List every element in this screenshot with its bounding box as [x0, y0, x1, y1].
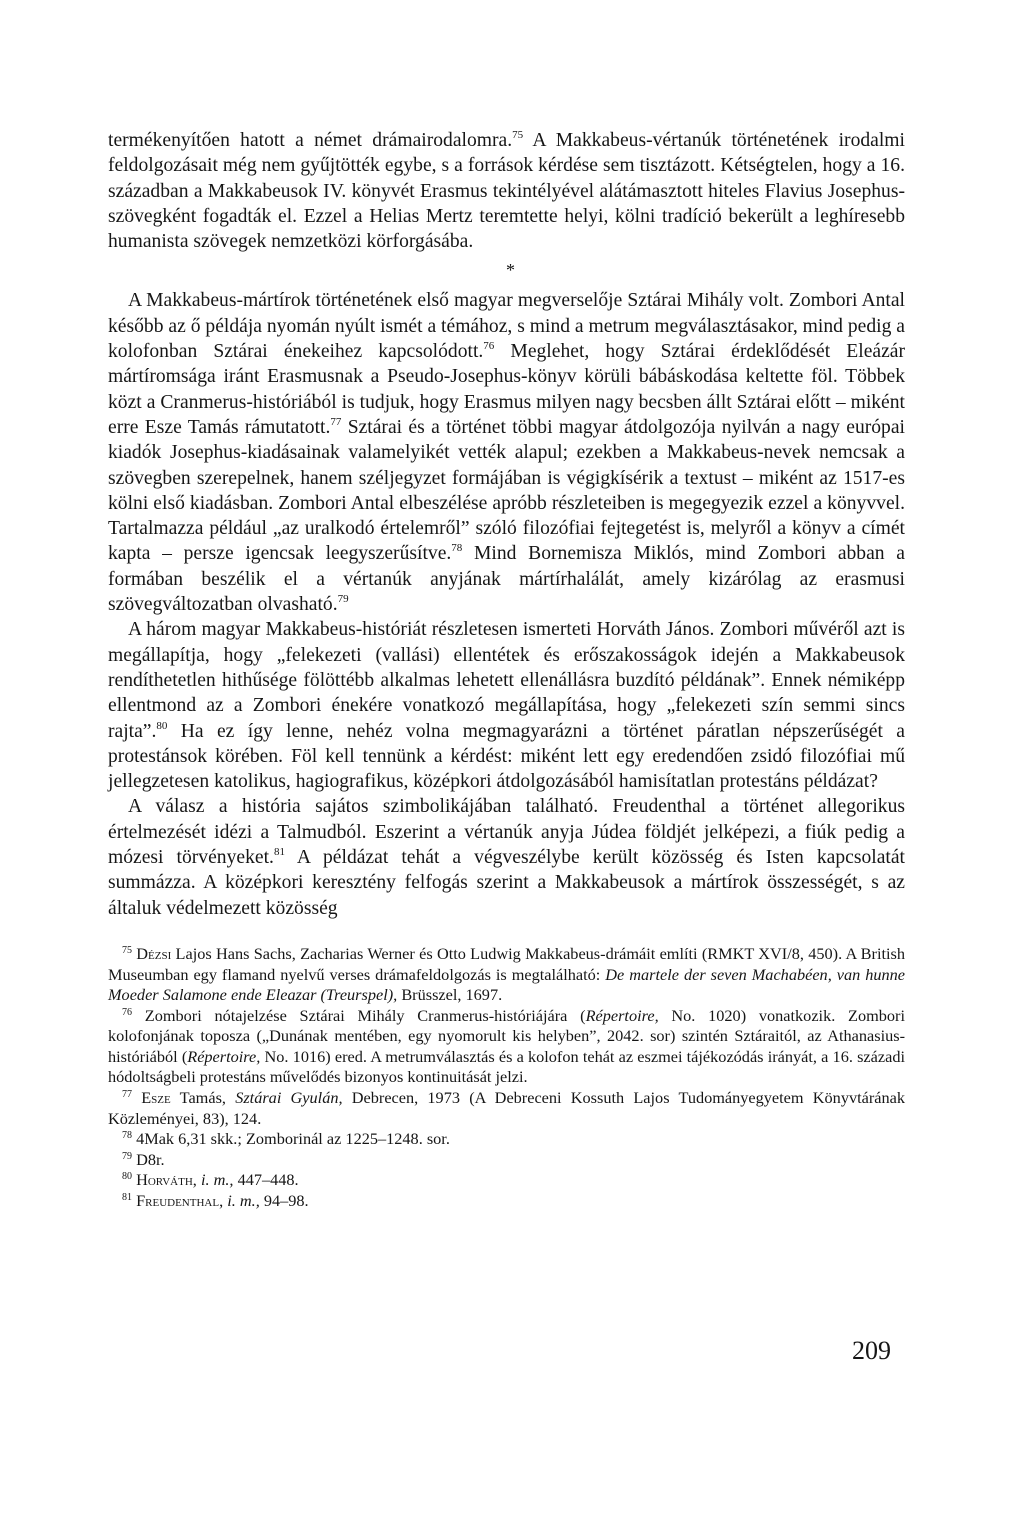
footnote-ref-75[interactable]: 75	[512, 129, 524, 141]
text: 4Mak 6,31 skk.; Zomborinál az 1225–1248. sor.	[132, 1129, 450, 1149]
text: Mind Bornemisza Miklós, mind Zombori abban a formában beszélik el a vértanúk anyjának mártírhalálát, amely kizárólag az erasmusi szövegváltozatban olvasható.	[108, 543, 905, 616]
text: No. 1020) vonatkozik. Zombori kolofonjának toposza („Dunának mentében, egy nyomorult kis helyben”, 2042. sor) szintén Sztáraitól, az Athanasius-históriából (	[108, 1005, 906, 1066]
footnote-ref-76[interactable]: 76	[483, 340, 495, 353]
text: Brüsszel, 1697.	[397, 985, 503, 1005]
footnote-ref-79[interactable]: 79	[337, 593, 349, 606]
text: No. 1016) ered. A metrumválasztás és a kolofon tehát az eszmei tájékozódás irányát, a 16. századi hódoltságbeli protestáns művelődés bizonyos kontinuitását jelzi.	[108, 1046, 905, 1087]
footnote-number: 75	[122, 944, 132, 956]
footnote-number: 81	[122, 1192, 132, 1204]
paragraph-3	[108, 617, 905, 794]
paragraph-1	[108, 128, 905, 254]
text: Tamás,	[170, 1088, 236, 1108]
footnote-77	[108, 1088, 905, 1129]
footnote-78	[108, 1129, 905, 1150]
italic-abbrev: i. m.,	[200, 1170, 234, 1190]
text: A válasz a história sajátos szimbolikájában található. Freudenthal a történet allegorikus értelmezését idézi a Talmudból. Eszerint a vértanúk anyja Júdea földjét jelképezi, a fiúk pedig a mózesi törvényeket.	[108, 796, 905, 869]
text: A példázat tehát a végveszélybe került közösség és Isten kapcsolatát summázza. A középkori keresztény felfogás szerint a Makkabeusok a mártírok összességét, s az általuk védelmezett közösség	[108, 847, 905, 919]
italic-abbrev: i. m.,	[227, 1191, 260, 1211]
footnote-number: 79	[122, 1150, 132, 1162]
text: Debrecen, 1973 (A Debreceni Kossuth Lajos Tudományegyetem Könyvtárának Közleményei, 83), 124.	[108, 1088, 906, 1128]
paragraph-4	[108, 794, 905, 920]
footnote-number: 76	[122, 1006, 132, 1018]
footnote-number: 80	[122, 1171, 132, 1183]
italic-title: Sztárai Gyulán,	[235, 1088, 343, 1108]
footnote-ref-77[interactable]: 77	[330, 415, 342, 428]
italic-title: De martele der seven Machabéen, van hunne Moeder Salamone ende Eleazar (Treurspel),	[108, 964, 905, 1005]
footnote-76	[108, 1006, 905, 1088]
footnote-author: Freudenthal	[136, 1191, 220, 1211]
text: 447–448.	[233, 1170, 299, 1190]
text: A Makkabeus-vértanúk történetének irodalmi feldolgozásait még nem gyűjtötték egybe, s a források kérdése sem tisztázott. Kétségtelen, hogy a 16. században a Makkabeusok IV. könyvét Erasmus tekintélyével alátámasztott hiteles Flavius Josephus-szövegként fogadták el. Ezzel a Helias Mertz teremtette helyi, kölni tradíció bekerült a leghíresebb humanista szövegek nemzetközi körforgásába.	[108, 130, 905, 253]
text: Sztárai és a történet többi magyar átdolgozója nyilván a nagy európai kiadók Josephus-kiadásainak valamelyikét vették alapul; ezekben a Makkabeus-nevek nemcsak a szövegben szerepelnek, hanem széljegyzet formájában is végigkísérik a textust – miként az 1517-es kölni első kiadásban. Zombori Antal elbeszélése apróbb részleteiben is megegyezik ezzel a könyvvel. Tartalmazza például „az uralkodó értelemről” szóló filozófiai fejtegetést is, melyről a könyv a címét kapta – persze igencsak leegyszerűsítve.	[108, 416, 905, 565]
italic-title: Répertoire,	[187, 1046, 261, 1066]
text: Meglehet, hogy Sztárai érdeklődését Eleázár mártíromsága iránt Erasmusnak a Pseudo-Josephus-könyv körüli bábáskodása keltette föl. Többek közt a Cranmerus-históriából is tudjuk, hogy Erasmus milyen nagy becsben állt Sztárai előtt – miként erre Esze Tamás rámutatott.	[108, 341, 905, 438]
footnote-75	[108, 944, 905, 1006]
text: 94–98.	[259, 1191, 309, 1211]
section-separator: *	[506, 260, 515, 281]
footnote-81	[108, 1191, 905, 1212]
footnote-ref-81[interactable]: 81	[273, 846, 285, 859]
footnote-ref-78[interactable]: 78	[451, 542, 463, 555]
footnote-80	[108, 1170, 905, 1191]
text: A Makkabeus-mártírok történetének első magyar megverselője Sztárai Mihály volt. Zombori Antal később az ő példája nyomán nyúlt ismét a témához, s mind a metrum megválasztásakor, mind pedig a kolofonban Sztárai énekeihez kapcsolódott.	[108, 290, 905, 363]
page-body	[108, 128, 905, 1212]
footnote-79	[108, 1150, 905, 1171]
text: ,	[219, 1191, 228, 1211]
text: A három magyar Makkabeus-históriát részletesen ismerteti Horváth János. Zombori művéről azt is megállapítja, hogy „felekezeti (vallási) ellentétek és erőszakosságok idején a Makkabeusok rendíthetetlen hithűsége fölöttébb alkalmas lehetett ellenállásra buzdító példának”. Ennek némiképp ellentmond az a Zombori énekére vonatkozó megállapítása, hogy „felekezeti szín semmi sincs rajta”.	[108, 619, 905, 742]
footnote-number: 78	[122, 1130, 132, 1142]
page-number: 209	[852, 1336, 891, 1365]
text: Ha ez így lenne, nehéz volna megmagyarázni a történet páratlan népszerűségét a protestánsok körében. Föl kell tennünk a kérdést: miként lett egy eredendően zsidó filozófiai mű jellegzetesen katolikus, hagiografikus, középkori átdolgozásából hamisítatlan protestáns példázat?	[108, 720, 905, 793]
footnote-ref-80[interactable]: 80	[156, 719, 168, 732]
text: D8r.	[132, 1149, 165, 1169]
text: Zombori nótajelzése Sztárai Mihály Cranmerus-históriájára (	[132, 1005, 586, 1025]
footnote-number: 77	[122, 1089, 132, 1101]
text: ,	[192, 1170, 201, 1190]
footnote-author: Horváth	[136, 1170, 193, 1190]
footnote-author: Esze	[141, 1088, 171, 1108]
text: Lajos Hans Sachs, Zacharias Werner és Otto Ludwig Makkabeus-drámáit említi (RMKT XVI/8, 450). A British Museumban egy flamand nyelvű verses drámafeldolgozás is megtalálható:	[108, 943, 905, 984]
text: termékenyítően hatott a német drámairodalomra.	[108, 130, 513, 151]
paragraph-2	[108, 288, 905, 617]
footnotes	[108, 944, 905, 1212]
italic-title: Répertoire,	[585, 1005, 659, 1025]
footnote-author: Dézsi	[136, 943, 172, 963]
